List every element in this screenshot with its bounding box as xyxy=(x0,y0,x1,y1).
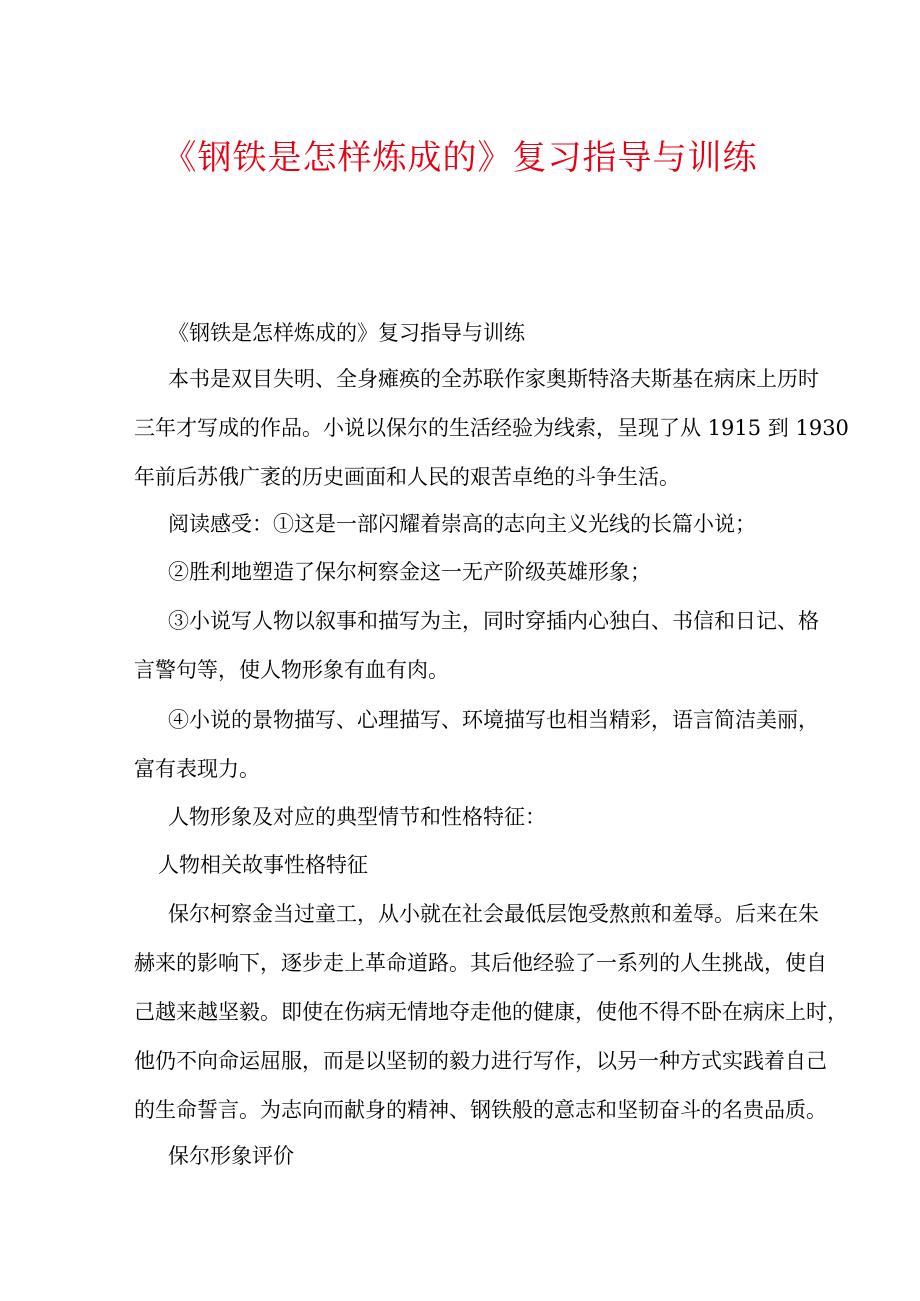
text-line: 言警句等，使人物形象有血有肉。 xyxy=(134,658,449,682)
reading-impression-1: 阅读感受：①这是一部闪耀着崇高的志向主义光线的长篇小说； xyxy=(168,512,756,536)
text-line: 的生命誓言。为志向而献身的精神、钢铁般的意志和坚韧奋斗的名贵品质。 xyxy=(134,1098,827,1122)
reading-impression-4 xyxy=(134,696,819,794)
page-title: 《钢铁是怎样炼成的》复习指导与训练 xyxy=(162,138,758,178)
pavel-evaluation-heading: 保尔形象评价 xyxy=(168,1144,294,1168)
table-header-text: 人物相关故事性格特征 xyxy=(158,853,368,877)
text-line: ③小说写人物以叙事和描写为主，同时穿插内心独白、书信和日记、格 xyxy=(168,609,819,633)
text-line: 己越来越坚毅。即使在伤病无情地夺走他的健康，使他不得不卧在病床上时， xyxy=(134,1000,848,1024)
section-heading-characters: 人物形象及对应的典型情节和性格特征： xyxy=(168,805,546,829)
text-line: 赫来的影响下，逐步走上革命道路。其后他经验了一系列的人生挑战，使自 xyxy=(134,951,827,975)
reading-impression-2: ②胜利地塑造了保尔柯察金这一无产阶级英雄形象； xyxy=(168,560,651,584)
text-line: 保尔柯察金当过童工，从小就在社会最低层饱受熬煎和羞辱。后来在朱 xyxy=(168,902,819,926)
subtitle-paragraph: 《钢铁是怎样炼成的》复习指导与训练 xyxy=(168,321,525,345)
text-line: 年前后苏俄广袤的历史画面和人民的艰苦卓绝的斗争生活。 xyxy=(134,465,680,489)
reading-impression-3 xyxy=(134,597,819,695)
text-line: 他仍不向命运屈服，而是以坚韧的毅力进行写作，以另一种方式实践着自己 xyxy=(134,1049,827,1073)
intro-paragraph xyxy=(134,355,849,502)
pavel-description xyxy=(134,890,848,1135)
text-line: ④小说的景物描写、心理描写、环境描写也相当精彩，语言简洁美丽， xyxy=(168,708,819,732)
text-line: 本书是双目失明、全身瘫痪的全苏联作家奥斯特洛夫斯基在病床上历时 xyxy=(168,367,819,391)
text-line: 三年才写成的作品。小说以保尔的生活经验为线索，呈现了从 1915 到 1930 xyxy=(134,416,849,440)
text-line: 富有表现力。 xyxy=(134,757,260,781)
